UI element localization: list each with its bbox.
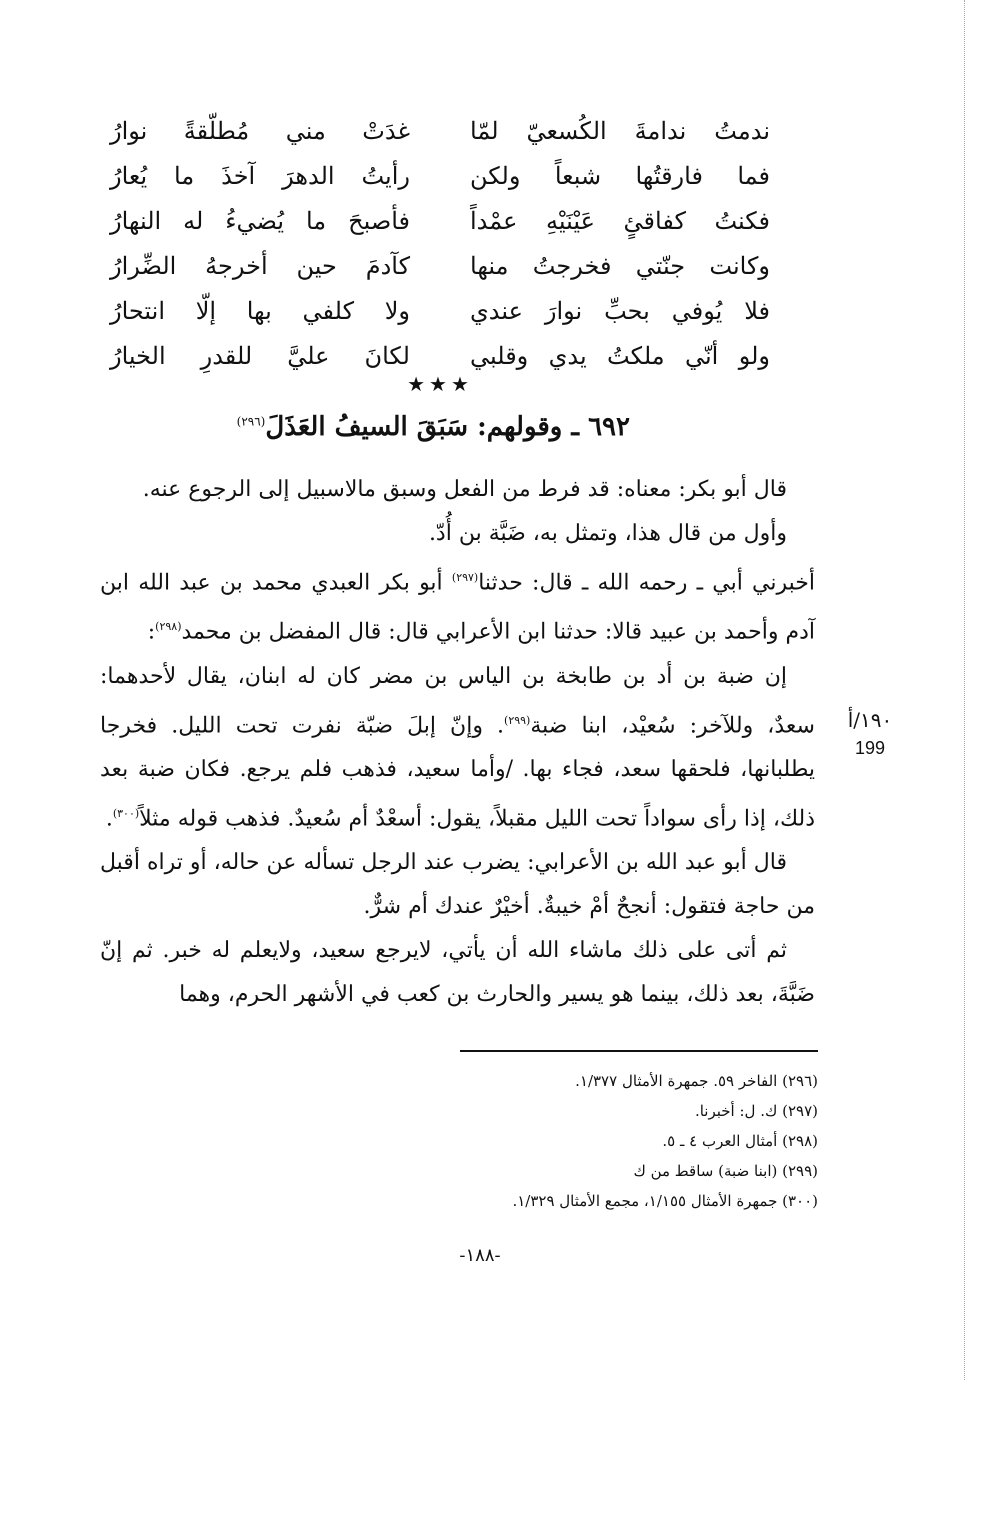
footnotes <box>400 1066 818 1216</box>
text-run: . وإنّ إبلَ ضبّة نفرت تحت الليل. فخرجا يطلبانها، فلحقها سعد، فجاء بها. /وأما سعيد، فذهب فلم يرجع. فكان ضبة بعد ذلك، إذا رأى سواداً تحت الليل مقبلاً، يقول: أسعْدٌ أم سُعيدٌ. فذهب قوله مثلاً <box>100 712 815 832</box>
paragraph <box>100 655 815 842</box>
verse-first-hemistich: ولو أنّي ملكتُ يدي وقلبي <box>470 341 770 370</box>
verse-second-hemistich: ولا كلفي بها إلّا انتحارُ <box>110 296 410 325</box>
heading-footnote-ref: (٢٩٦) <box>236 414 266 429</box>
scan-edge-line <box>962 0 965 1380</box>
footnote-ref: (٢٩٩) <box>504 713 531 727</box>
text-run: . <box>105 806 113 832</box>
text-run: أبو بكر العبدي محمد بن عبد الله ابن آدم وأحمد بن عبيد قالا: حدثنا ابن الأعرابي قال: قال المفضل بن محمد <box>100 570 815 645</box>
footnote-divider <box>460 1050 818 1052</box>
paragraph <box>100 512 815 556</box>
footnote-ref: (٢٩٨) <box>155 620 182 634</box>
body-text <box>100 468 815 1017</box>
text-run: أخبرني أبي ـ رحمه الله ـ قال: حدثنا <box>478 570 815 596</box>
section-separator: ★★★ <box>407 372 473 396</box>
poem-block <box>110 108 770 378</box>
manuscript-page-number: 199 <box>854 738 886 758</box>
verse-first-hemistich: وكانت جنّتي فخرجتُ منها <box>470 251 770 280</box>
footnote-ref: (٢٩٧) <box>451 571 479 584</box>
verse-line <box>110 198 770 243</box>
paragraph <box>100 468 815 512</box>
verse-second-hemistich: لكانَ عليَّ للقدرِ الخيارُ <box>110 341 410 370</box>
footnote: (٣٠٠) جمهرة الأمثال ١/١٥٥، مجمع الأمثال ١/٣٢٩. <box>512 1192 818 1210</box>
verse-second-hemistich: فأصبحَ ما يُضيءُ له النهارُ <box>110 206 410 235</box>
footnote: (٢٩٦) الفاخر ٥٩. جمهرة الأمثال ١/٣٧٧. <box>575 1072 818 1090</box>
verse-line <box>110 288 770 333</box>
text-run: وأول من قال هذا، وتمثل به، ضَبَّة بن أُدّ. <box>428 521 787 546</box>
footnote: (٢٩٩) (ابنا ضبة) ساقط من ك <box>633 1162 818 1180</box>
text-run: ثم أتى على ذلك ماشاء الله أن يأتي، لايرجع سعيد، ولايعلم له خبر. ثم إنّ ضَبَّةَ، بعد ذلك، بينما هو يسير والحارث بن كعب في الأشهر الحرم، وهما <box>100 938 815 1008</box>
verse-first-hemistich: ندمتُ ندامةَ الكُسعيّ لمّا <box>470 116 770 145</box>
section-heading <box>200 412 630 442</box>
text-run: قال أبو بكر: معناه: قد فرط من الفعل وسبق مالاسبيل إلى الرجوع عنه. <box>142 477 787 502</box>
folio-label: ١٩٠/أ <box>847 708 893 732</box>
text-run: إن ضبة بن أد بن طابخة بن الياس بن مضر كان له ابنان، يقال لأحدهما: سعدٌ، وللآخر: سُعيْد، ابنا ضبة <box>100 663 815 738</box>
text-run: قال أبو عبد الله بن الأعرابي: يضرب عند الرجل تسأله عن حاله، أو تراه أقبل من حاجة فتقول: أنجحٌ أمْ خيبةٌ. أخيْرٌ عندك أم شرٌّ. <box>100 850 815 920</box>
verse-first-hemistich: فكنتُ كفاقئٍ عَيْنَيْهِ عمْداً <box>470 206 770 235</box>
verse-line <box>110 153 770 198</box>
footnote: (٢٩٨) أمثال العرب ٤ ـ ٥. <box>662 1132 818 1150</box>
verse-first-hemistich: فما فارقتُها شبعاً ولكن <box>470 161 770 190</box>
verse-second-hemistich: غدَتْ مني مُطلّقةً نوارُ <box>110 116 410 145</box>
text-run: : <box>147 619 156 645</box>
verse-first-hemistich: فلا يُوفي بحبِّ نوارَ عندي <box>470 296 770 325</box>
heading-text: ٦٩٢ ـ وقولهم: سَبَقَ السيفُ العَذَلَ <box>265 412 630 442</box>
page-number: -١٨٨- <box>459 1245 501 1266</box>
footnote: (٢٩٧) ك. ل: أخبرنا. <box>694 1102 818 1120</box>
verse-line <box>110 243 770 288</box>
margin-note <box>840 708 900 759</box>
verse-line <box>110 108 770 153</box>
footnote-ref: (٣٠٠) <box>112 806 140 820</box>
paragraph <box>100 841 815 929</box>
paragraph <box>100 929 815 1017</box>
verse-second-hemistich: كآدمَ حين أخرجهُ الضِّرارُ <box>110 251 410 280</box>
paragraph <box>100 556 815 655</box>
verse-second-hemistich: رأيتُ الدهرَ آخذَ ما يُعارُ <box>110 161 410 190</box>
